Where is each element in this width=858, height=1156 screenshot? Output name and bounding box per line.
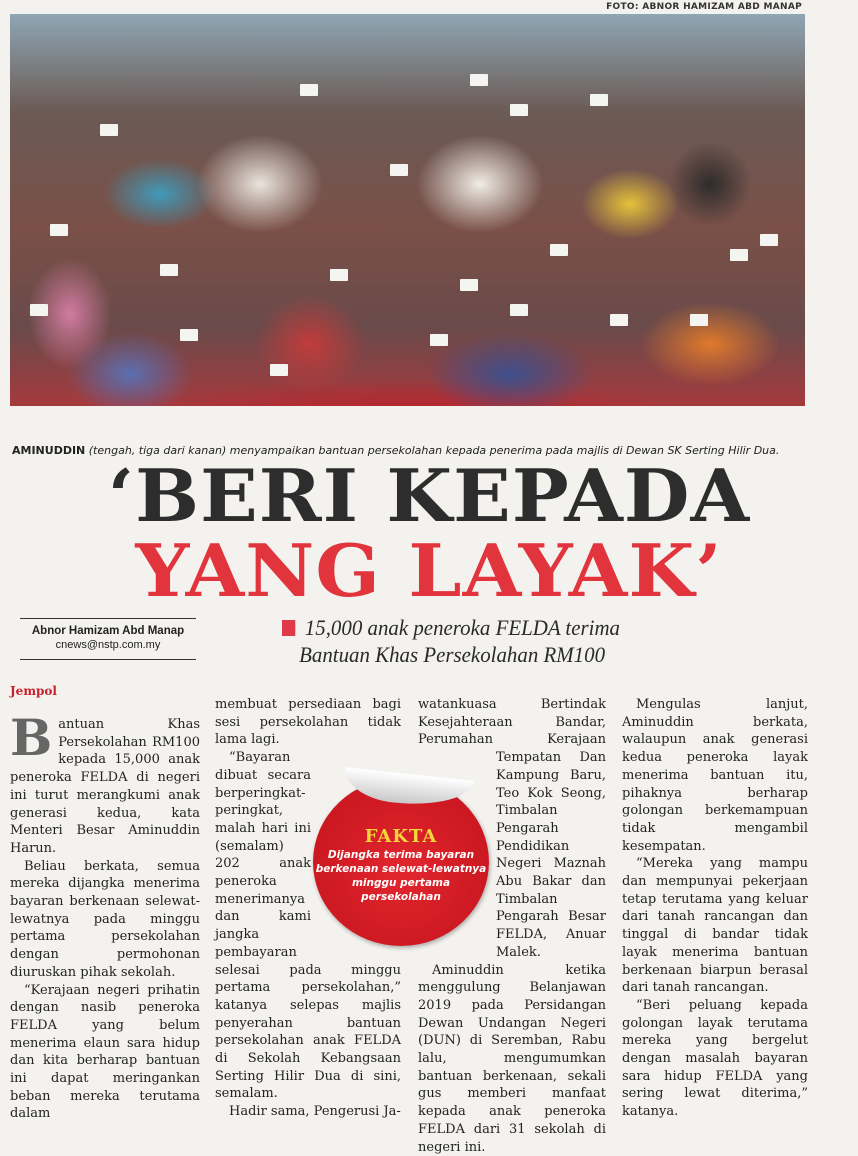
paragraph: membuat persediaan bagi sesi persekolahan tidak lama lagi.	[215, 697, 401, 748]
paragraph: watankuasa Bertindak Kesejahteraan Bandar, Perumahan Kerajaan Tempatan Dan Kampung Baru, Teo Kok Seong, Timbalan Pengarah Pendidikan Negeri Maznah Abu Bakar dan Timbalan Pengarah Besar FELDA, Anuar Malek.	[418, 697, 606, 960]
fakta-sticker	[313, 778, 489, 946]
envelope	[100, 124, 118, 136]
body-column-1	[10, 708, 200, 1123]
envelope	[330, 269, 348, 281]
envelope	[390, 164, 408, 176]
subhead-line1: 15,000 anak peneroka FELDA terima	[304, 615, 621, 640]
envelope	[550, 244, 568, 256]
envelope	[610, 314, 628, 326]
envelope	[430, 334, 448, 346]
paragraph: “Beri peluang kepada golongan layak terutama mereka yang bergelut dengan masalah bayaran sara hidup FELDA yang sering lewat diterima,” katanya.	[622, 997, 808, 1120]
paragraph: “Mereka yang mampu dan mempunyai pekerjaan tetap terutama yang keluar dari tanah rancangan dan tinggal di bandar tidak layak menerima bantuan berkenaan biarpun berasal dari tanah rancangan.	[622, 856, 808, 996]
paragraph: “Bayaran dibuat secara berperingkat-peringkat, malah hari ini (semalam) 202 anak peneroka menerimanya dan kami jangka pembayaran selesai pada minggu pertama persekolahan,” katanya selepas majlis penyerahan bantuan persekolahan anak FELDA di Sekolah Kebangsaan Serting Hilir Dua di sini, semalam.	[215, 750, 401, 1102]
news-photo	[10, 14, 805, 406]
paragraph: Beliau berkata, semua mereka dijangka menerima bayaran berkenaan selewat-lewatnya pada minggu pertama persekolahan dengan permohonan diuruskan pihak sekolah.	[10, 858, 200, 980]
body-column-4	[622, 696, 808, 1121]
paragraph: Hadir sama, Pengerusi Ja-	[229, 1104, 401, 1120]
envelope	[760, 234, 778, 246]
author-email: cnews@nstp.com.my	[55, 639, 161, 651]
caption-text: (tengah, tiga dari kanan) menyampaikan bantuan persekolahan kepada penerima pada majlis di Dewan SK Serting Hilir Dua.	[85, 444, 780, 457]
envelope	[510, 304, 528, 316]
envelope	[460, 279, 478, 291]
author-name: Abnor Hamizam Abd Manap	[31, 625, 185, 637]
caption-lead: AMINUDDIN	[12, 444, 86, 457]
fakta-title: FAKTA	[364, 826, 438, 847]
envelope	[470, 74, 488, 86]
subhead-line2: Bantuan Khas Persekolahan RM100	[299, 642, 606, 667]
photo-credit: FOTO: ABNOR HAMIZAM ABD MANAP	[606, 2, 802, 12]
paragraph: Aminuddin ketika menggulung Belanjawan 2019 pada Persidangan Dewan Undangan Negeri (DUN) di Seremban, Rabu lalu, mengumumkan bantuan berkenaan, sekali gus memberi manfaat kepada anak peneroka FELDA dari 31 sekolah di negeri ini.	[418, 962, 606, 1155]
square-bullet-icon	[282, 620, 295, 636]
envelope	[50, 224, 68, 236]
drop-cap: B	[10, 708, 53, 767]
paragraph: Mengulas lanjut, Aminuddin berkata, walaupun anak generasi kedua peneroka layak menerima bantuan itu, pihaknya berharap golongan berkemampuan tidak mengambil kesempatan.	[622, 697, 808, 854]
paragraph: Bantuan Khas Persekolahan RM100 kepada 15,000 anak peneroka FELDA di negeri ini turut merangkumi anak generasi kedua, kata Menteri Besar Aminuddin Harun.	[10, 708, 200, 856]
fakta-text: Dijangka terima bayaran berkenaan selewat-lewatnya minggu pertama persekolahan	[315, 849, 487, 903]
subheadline	[282, 614, 620, 668]
envelope	[510, 104, 528, 116]
headline-line1: ‘BERI KEPADA	[107, 453, 751, 538]
envelope	[590, 94, 608, 106]
envelope	[730, 249, 748, 261]
envelope	[690, 314, 708, 326]
envelope	[270, 364, 288, 376]
paragraph: “Kerajaan negeri prihatin dengan nasib peneroka FELDA yang belum menerima elaun sara hidup dan kita berharap bantuan ini dapat meringankan beban mereka terutama dalam	[10, 982, 200, 1122]
dateline: Jempol	[10, 684, 57, 698]
envelope	[160, 264, 178, 276]
envelope	[300, 84, 318, 96]
envelope	[180, 329, 198, 341]
envelope	[30, 304, 48, 316]
byline	[20, 618, 196, 660]
headline-line2: YANG LAYAK’	[135, 528, 723, 613]
